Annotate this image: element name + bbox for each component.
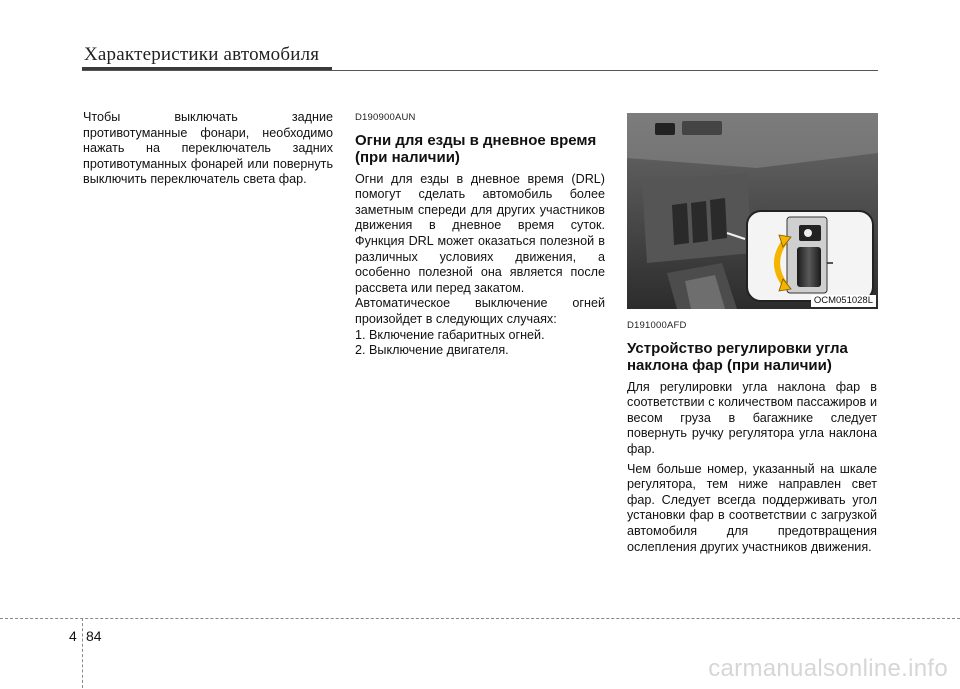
rear-fog-paragraph: Чтобы выключать задние противотуманные фонари, необходимо нажать на переключатель задних противотуманных фонарей или повернуть выключить переключатель света фар. — [83, 110, 333, 187]
leveling-paragraph-2: Чем больше номер, указанный на шкале регулятора, тем ниже направлен свет фар. Следует всегда поддерживать угол установки фар в соответствии с загрузкой автомобиля для предотвращения ослепления других участников движения. — [627, 461, 877, 554]
page-number: 84 — [86, 628, 102, 644]
drl-list-item-1: 1. Включение габаритных огней. — [355, 327, 545, 342]
column-left — [83, 110, 333, 188]
section-heading-leveling: Устройство регулировки угла наклона фар (при наличии) — [627, 339, 848, 374]
drl-list-item-2: 2. Выключение двигателя. — [355, 343, 509, 358]
page-chapter-number: 4 — [69, 628, 77, 644]
footer-rule-vertical — [82, 618, 83, 688]
page-header-title: Характеристики автомобиля — [84, 44, 320, 65]
column-right — [627, 318, 877, 555]
drl-paragraph-2: Автоматическое выключение огней произойдет в следующих случаях: — [355, 296, 605, 326]
dashboard-illustration — [627, 113, 878, 309]
watermark: carmanualsonline.info — [708, 655, 948, 682]
headlight-leveling-figure — [627, 113, 878, 309]
column-middle — [355, 110, 605, 359]
footer-rule-horizontal — [0, 618, 960, 619]
section-code: D190900AUN — [355, 112, 416, 123]
drl-paragraph-1: Огни для езды в дневное время (DRL) помогут сделать автомобиль более заметным спереди для других участников движения в дневное время суток. Функция DRL может оказаться полезной в различных условиях движения, а особенно полезной она является после рассвета или перед закатом. — [355, 171, 605, 295]
header-rule-thin — [82, 70, 878, 71]
section-code: D191000AFD — [627, 320, 687, 331]
figure-caption: OCM051028L — [811, 295, 876, 307]
leveling-paragraph-1: Для регулировки угла наклона фар в соответствии с количеством пассажиров и весом груза в багажнике следует повернуть ручку регулятора угла наклона фар. — [627, 379, 877, 456]
section-heading-drl: Огни для езды в дневное время (при наличии) — [355, 131, 597, 166]
